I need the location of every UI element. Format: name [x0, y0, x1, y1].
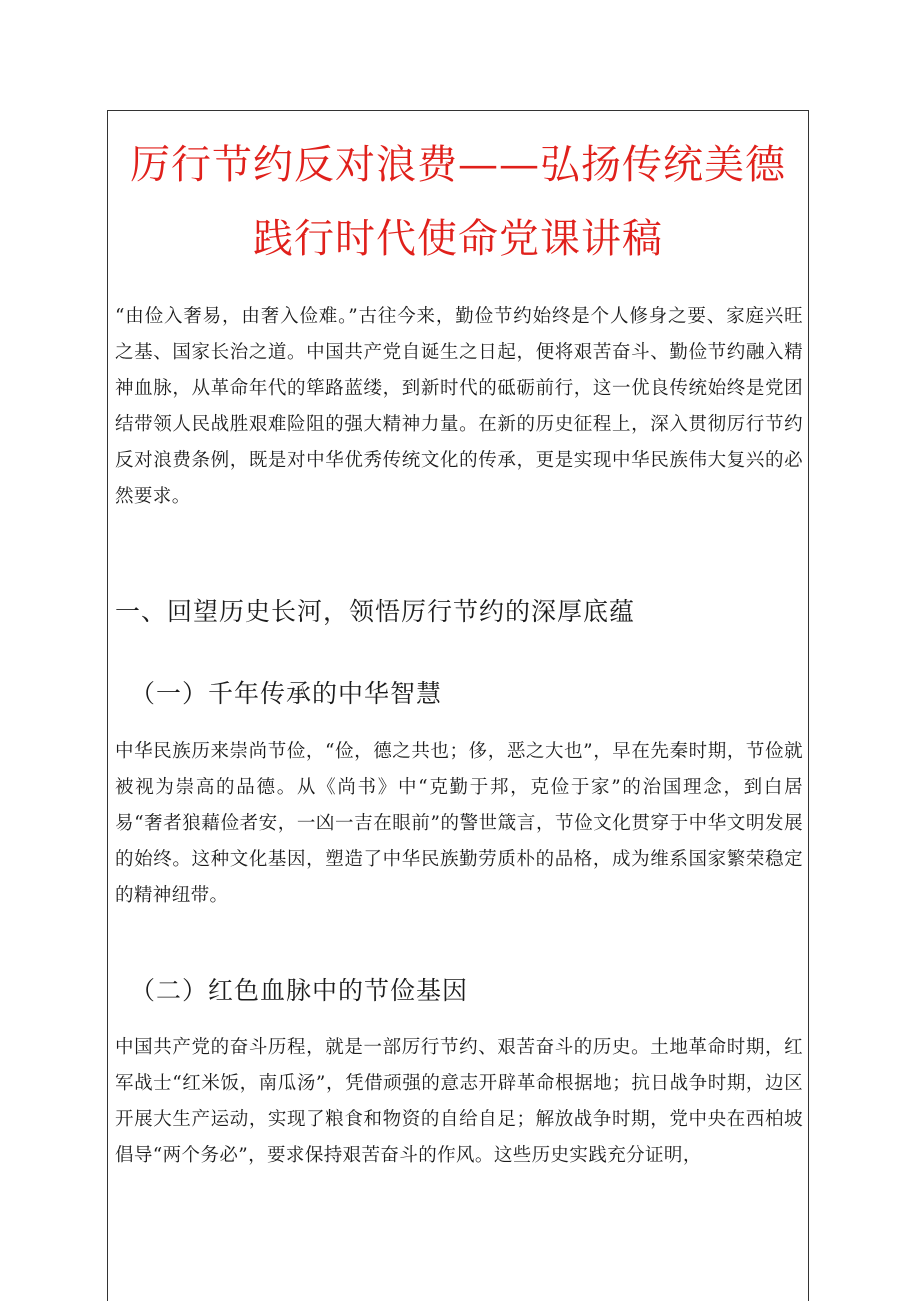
- subsection-heading-2: （二）红色血脉中的节俭基因: [130, 976, 469, 1005]
- intro-paragraph: “由俭入奢易，由奢入俭难。”古往今来，勤俭节约始终是个人修身之要、家庭兴旺之基、国家长治之道。中国共产党自诞生之日起，便将艰苦奋斗、勤俭节约融入精神血脉，从革命年代的筚路蓝缕，到新时代的砥砺前行，这一优良传统始终是党团结带领人民战胜艰难险阻的强大精神力量。在新的历史征程上，深入贯彻厉行节约反对浪费条例，既是对中华优秀传统文化的传承，更是实现中华民族伟大复兴的必然要求。: [115, 306, 803, 507]
- section-heading-1: 一、回望历史长河，领悟厉行节约的深厚底蕴: [115, 597, 636, 626]
- document-title: 厉行节约反对浪费——弘扬传统美德践行时代使命党课讲稿: [130, 142, 786, 262]
- subsection-heading-1: （一）千年传承的中华智慧: [130, 679, 443, 708]
- subsection-1-paragraph: 中华民族历来崇尚节俭，“俭，德之共也；侈，恶之大也”，早在先秦时期，节俭就被视为崇高的品德。从《尚书》中“克勤于邦，克俭于家”的治国理念，到白居易“奢者狼藉俭者安，一凶一吉在眼前”的警世箴言，节俭文化贯穿于中华文明发展的始终。这种文化基因，塑造了中华民族勤劳质朴的品格，成为维系国家繁荣稳定的精神纽带。: [115, 741, 803, 906]
- subsection-2-paragraph: 中国共产党的奋斗历程，就是一部厉行节约、艰苦奋斗的历史。土地革命时期，红军战士“红米饭，南瓜汤”，凭借顽强的意志开辟革命根据地；抗日战争时期，边区开展大生产运动，实现了粮食和物资的自给自足；解放战争时期，党中央在西柏坡倡导“两个务必”，要求保持艰苦奋斗的作风。这些历史实践充分证明，: [115, 1037, 803, 1166]
